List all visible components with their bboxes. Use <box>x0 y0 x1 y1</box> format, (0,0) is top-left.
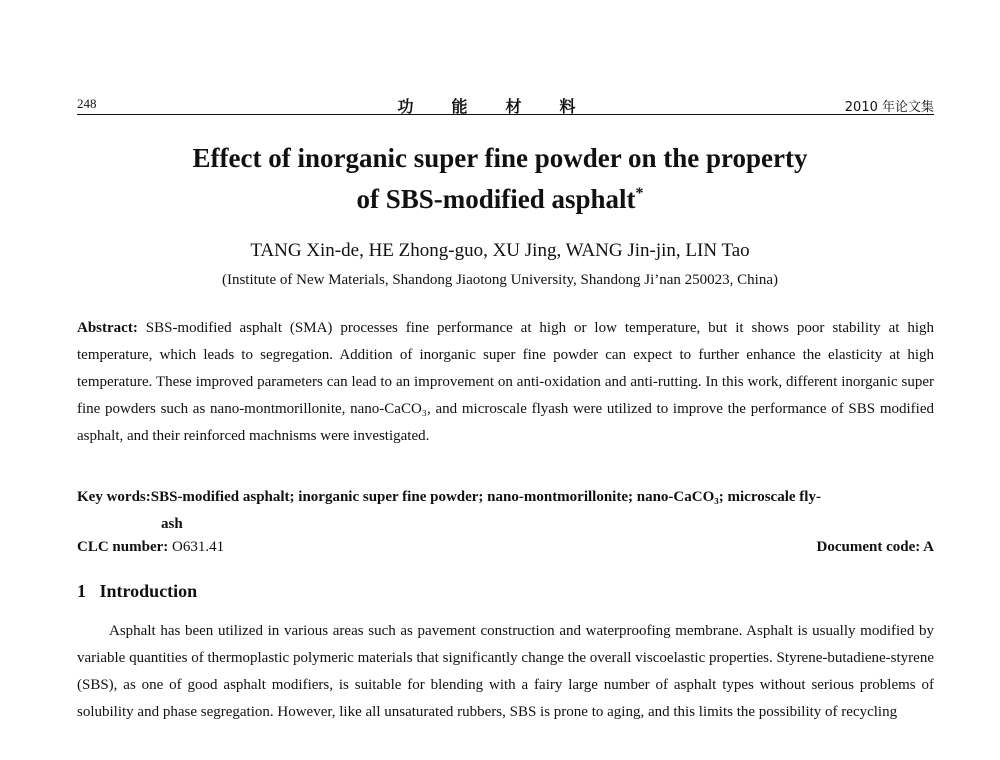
abstract-label: Abstract: <box>77 320 138 336</box>
section-heading <box>77 581 197 602</box>
authors: TANG Xin-de, HE Zhong-guo, XU Jing, WANG Jin-jin, LIN Tao <box>250 240 750 261</box>
journal-name: 功能材料 <box>397 97 614 116</box>
title-line-2 <box>60 176 940 217</box>
keywords-line-2: ash <box>161 516 183 532</box>
abstract-text: SBS-modified asphalt (SMA) processes fine performance at high or low temperature, but it shows poor stability at high temperature, which leads to segregation. Addition of inorganic super fine powder can expect to further enhance the elasticity at high temperature. These improved parameters can lead to an improvement on anti-oxidation and anti-rutting. In this work, different inorganic super fine powders such as nano-montmorillonite, nano-CaCO₃, and microscale flyash were utilized to improve the performance of SBS modified asphalt, and their reinforced machnisms were investigated. <box>77 320 934 444</box>
abstract <box>77 315 934 450</box>
affiliation: (Institute of New Materials, Shandong Jiaotong University, Shandong Ji’nan 250023, China) <box>221 272 779 288</box>
page-number: 248 <box>77 96 97 111</box>
keywords-label: Key words: <box>77 489 151 505</box>
keywords <box>77 484 934 538</box>
intro-paragraph: Asphalt has been utilized in various areas such as pavement construction and waterproofing membrane. Asphalt is usually modified by variable quantities of thermoplastic polymeric materials that significantly change the overall viscoelastic properties. Styrene-butadiene-styrene (SBS), as one of good asphalt modifiers, is suitable for blending with a fairy large number of asphalt types without serious problems of solubility and phase segregation. However, like all unsaturated rubbers, SBS is prone to aging, and this limits the possibility of recycling <box>77 623 934 720</box>
clc-label: CLC number: <box>77 539 169 555</box>
title-line-1: Effect of inorganic super fine powder on the property <box>192 143 808 173</box>
clc-row <box>77 539 934 556</box>
keywords-line-1: SBS-modified asphalt; inorganic super fine powder; nano-montmorillonite; nano-CaCO₃; microscale fly- <box>150 489 821 505</box>
title-footnote-mark: * <box>635 185 644 202</box>
clc-value: O631.41 <box>172 539 225 555</box>
collection-label: 2010 年论文集 <box>844 100 934 115</box>
document-code: Document code: A <box>816 539 934 555</box>
title-line-2-text: of SBS-modified asphalt <box>356 184 636 214</box>
page-header <box>77 94 934 115</box>
section-title: Introduction <box>99 581 198 601</box>
paper-title <box>60 140 940 217</box>
section-number: 1 <box>77 581 86 601</box>
